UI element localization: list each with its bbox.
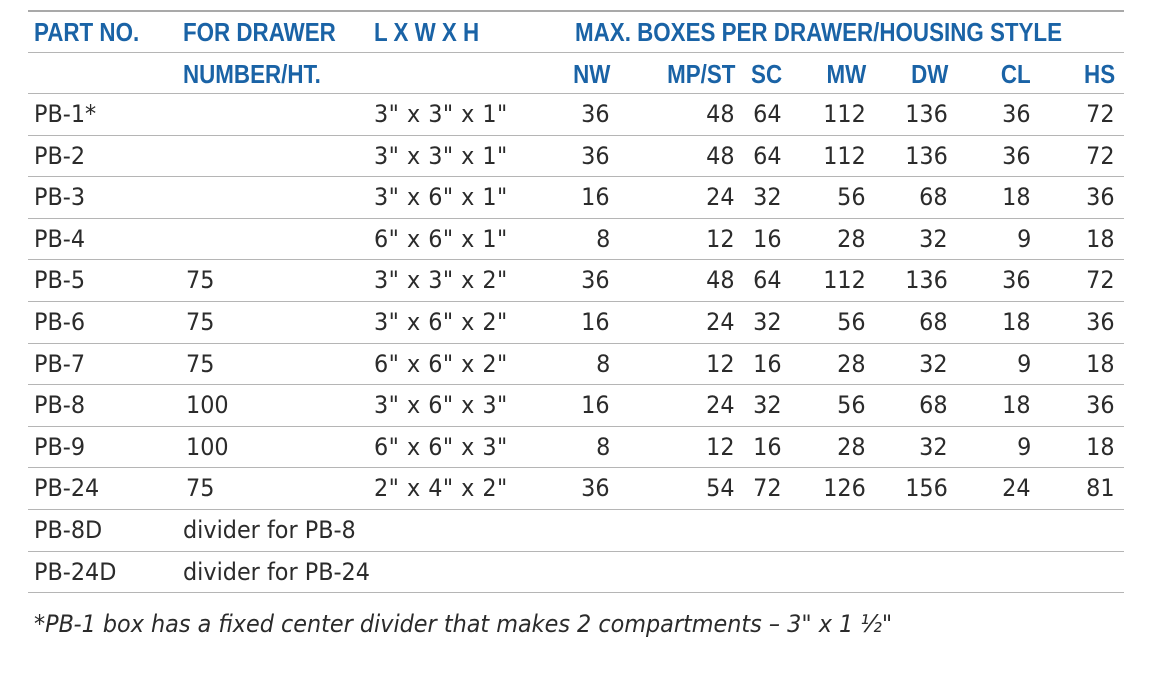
row-rule <box>28 301 1124 302</box>
box-dimensions: 6" x 6" x 1" <box>374 225 508 253</box>
max-boxes-value: 32 <box>919 350 948 378</box>
max-boxes-value: 48 <box>706 266 735 294</box>
drawer-height: 75 <box>186 474 215 502</box>
max-boxes-value: 16 <box>753 433 782 461</box>
max-boxes-value: 9 <box>1016 225 1031 253</box>
max-boxes-value: 72 <box>753 474 782 502</box>
max-boxes-value: 24 <box>706 391 735 419</box>
max-boxes-value: 81 <box>1086 474 1115 502</box>
box-dimensions: 6" x 6" x 3" <box>374 433 508 461</box>
max-boxes-value: 12 <box>706 433 735 461</box>
max-boxes-value: 16 <box>581 183 610 211</box>
header-max-boxes: MAX. BOXES PER DRAWER/HOUSING STYLE <box>575 17 1063 47</box>
row-rule <box>28 509 1124 510</box>
max-boxes-value: 28 <box>837 350 866 378</box>
max-boxes-value: 68 <box>919 183 948 211</box>
box-dimensions: 2" x 4" x 2" <box>374 474 508 502</box>
max-boxes-value: 32 <box>753 308 782 336</box>
max-boxes-value: 68 <box>919 308 948 336</box>
box-dimensions: 3" x 3" x 1" <box>374 142 508 170</box>
box-dimensions: 3" x 3" x 2" <box>374 266 508 294</box>
max-boxes-value: 68 <box>919 391 948 419</box>
max-boxes-value: 12 <box>706 350 735 378</box>
part-number: PB-2 <box>34 142 86 170</box>
part-number: PB-9 <box>34 433 86 461</box>
max-boxes-value: 48 <box>706 142 735 170</box>
max-boxes-value: 8 <box>595 433 610 461</box>
row-rule <box>28 259 1124 260</box>
header-style-hs: HS <box>1083 59 1115 89</box>
part-number: PB-4 <box>34 225 86 253</box>
header-part-no: PART NO. <box>34 17 140 47</box>
max-boxes-value: 36 <box>581 266 610 294</box>
max-boxes-value: 28 <box>837 433 866 461</box>
part-number: PB-8 <box>34 391 86 419</box>
header-bottom-rule <box>28 93 1124 94</box>
header-style-sc: SC <box>750 59 782 89</box>
max-boxes-value: 12 <box>706 225 735 253</box>
max-boxes-value: 36 <box>1002 100 1031 128</box>
max-boxes-value: 56 <box>837 183 866 211</box>
max-boxes-value: 24 <box>706 183 735 211</box>
max-boxes-value: 18 <box>1002 391 1031 419</box>
max-boxes-value: 36 <box>1086 391 1115 419</box>
max-boxes-value: 32 <box>753 183 782 211</box>
max-boxes-value: 136 <box>905 100 948 128</box>
row-rule <box>28 176 1124 177</box>
drawer-height: 100 <box>186 391 229 419</box>
max-boxes-value: 36 <box>581 142 610 170</box>
row-rule <box>28 426 1124 427</box>
max-boxes-value: 126 <box>823 474 866 502</box>
drawer-height: 75 <box>186 350 215 378</box>
max-boxes-value: 54 <box>706 474 735 502</box>
max-boxes-value: 64 <box>753 142 782 170</box>
max-boxes-value: 16 <box>581 308 610 336</box>
divider-note: divider for PB-8 <box>183 516 356 544</box>
drawer-height: 75 <box>186 308 215 336</box>
row-rule <box>28 218 1124 219</box>
max-boxes-value: 36 <box>1002 266 1031 294</box>
row-rule <box>28 135 1124 136</box>
max-boxes-value: 112 <box>823 100 866 128</box>
box-dimensions: 3" x 6" x 1" <box>374 183 508 211</box>
header-style-mp-st: MP/ST <box>666 59 735 89</box>
max-boxes-value: 18 <box>1002 183 1031 211</box>
max-boxes-value: 9 <box>1016 433 1031 461</box>
max-boxes-value: 8 <box>595 225 610 253</box>
part-number: PB-3 <box>34 183 86 211</box>
max-boxes-value: 72 <box>1086 100 1115 128</box>
max-boxes-value: 32 <box>919 225 948 253</box>
box-dimensions: 3" x 6" x 3" <box>374 391 508 419</box>
max-boxes-value: 32 <box>753 391 782 419</box>
header-dims: L X W X H <box>374 17 480 47</box>
header-number-ht: NUMBER/HT. <box>183 59 321 89</box>
max-boxes-value: 112 <box>823 266 866 294</box>
part-number: PB-1* <box>34 100 97 128</box>
header-style-dw: DW <box>910 59 948 89</box>
header-style-nw: NW <box>572 59 610 89</box>
max-boxes-value: 28 <box>837 225 866 253</box>
max-boxes-value: 24 <box>1002 474 1031 502</box>
max-boxes-value: 56 <box>837 308 866 336</box>
footnote: *PB-1 box has a fixed center divider that makes 2 compartments – 3" x 1 ½" <box>34 610 893 638</box>
box-dimensions: 6" x 6" x 2" <box>374 350 508 378</box>
max-boxes-value: 18 <box>1086 225 1115 253</box>
part-number: PB-24 <box>34 474 100 502</box>
drawer-height: 100 <box>186 433 229 461</box>
row-rule <box>28 551 1124 552</box>
max-boxes-value: 72 <box>1086 266 1115 294</box>
header-style-mw: MW <box>826 59 866 89</box>
part-number: PB-5 <box>34 266 86 294</box>
max-boxes-value: 136 <box>905 266 948 294</box>
max-boxes-value: 64 <box>753 100 782 128</box>
table-top-rule <box>28 10 1124 12</box>
max-boxes-value: 16 <box>581 391 610 419</box>
max-boxes-value: 18 <box>1086 350 1115 378</box>
row-rule <box>28 384 1124 385</box>
max-boxes-value: 36 <box>1086 183 1115 211</box>
drawer-height: 75 <box>186 266 215 294</box>
row-rule <box>28 467 1124 468</box>
max-boxes-value: 36 <box>1002 142 1031 170</box>
part-number: PB-24D <box>34 558 117 586</box>
max-boxes-value: 36 <box>581 474 610 502</box>
part-number: PB-7 <box>34 350 86 378</box>
max-boxes-value: 16 <box>753 225 782 253</box>
max-boxes-value: 16 <box>753 350 782 378</box>
part-number: PB-6 <box>34 308 86 336</box>
max-boxes-value: 32 <box>919 433 948 461</box>
max-boxes-value: 64 <box>753 266 782 294</box>
max-boxes-value: 9 <box>1016 350 1031 378</box>
header-for-drawer: FOR DRAWER <box>183 17 336 47</box>
max-boxes-value: 72 <box>1086 142 1115 170</box>
box-dimensions: 3" x 6" x 2" <box>374 308 508 336</box>
divider-note: divider for PB-24 <box>183 558 370 586</box>
max-boxes-value: 136 <box>905 142 948 170</box>
max-boxes-value: 56 <box>837 391 866 419</box>
header-mid-rule <box>28 52 1124 53</box>
row-rule <box>28 592 1124 593</box>
row-rule <box>28 343 1124 344</box>
max-boxes-value: 112 <box>823 142 866 170</box>
max-boxes-value: 18 <box>1002 308 1031 336</box>
max-boxes-value: 8 <box>595 350 610 378</box>
max-boxes-value: 156 <box>905 474 948 502</box>
max-boxes-value: 36 <box>1086 308 1115 336</box>
max-boxes-value: 36 <box>581 100 610 128</box>
part-number: PB-8D <box>34 516 103 544</box>
header-style-cl: CL <box>1001 59 1031 89</box>
max-boxes-value: 24 <box>706 308 735 336</box>
box-dimensions: 3" x 3" x 1" <box>374 100 508 128</box>
max-boxes-value: 48 <box>706 100 735 128</box>
max-boxes-value: 18 <box>1086 433 1115 461</box>
